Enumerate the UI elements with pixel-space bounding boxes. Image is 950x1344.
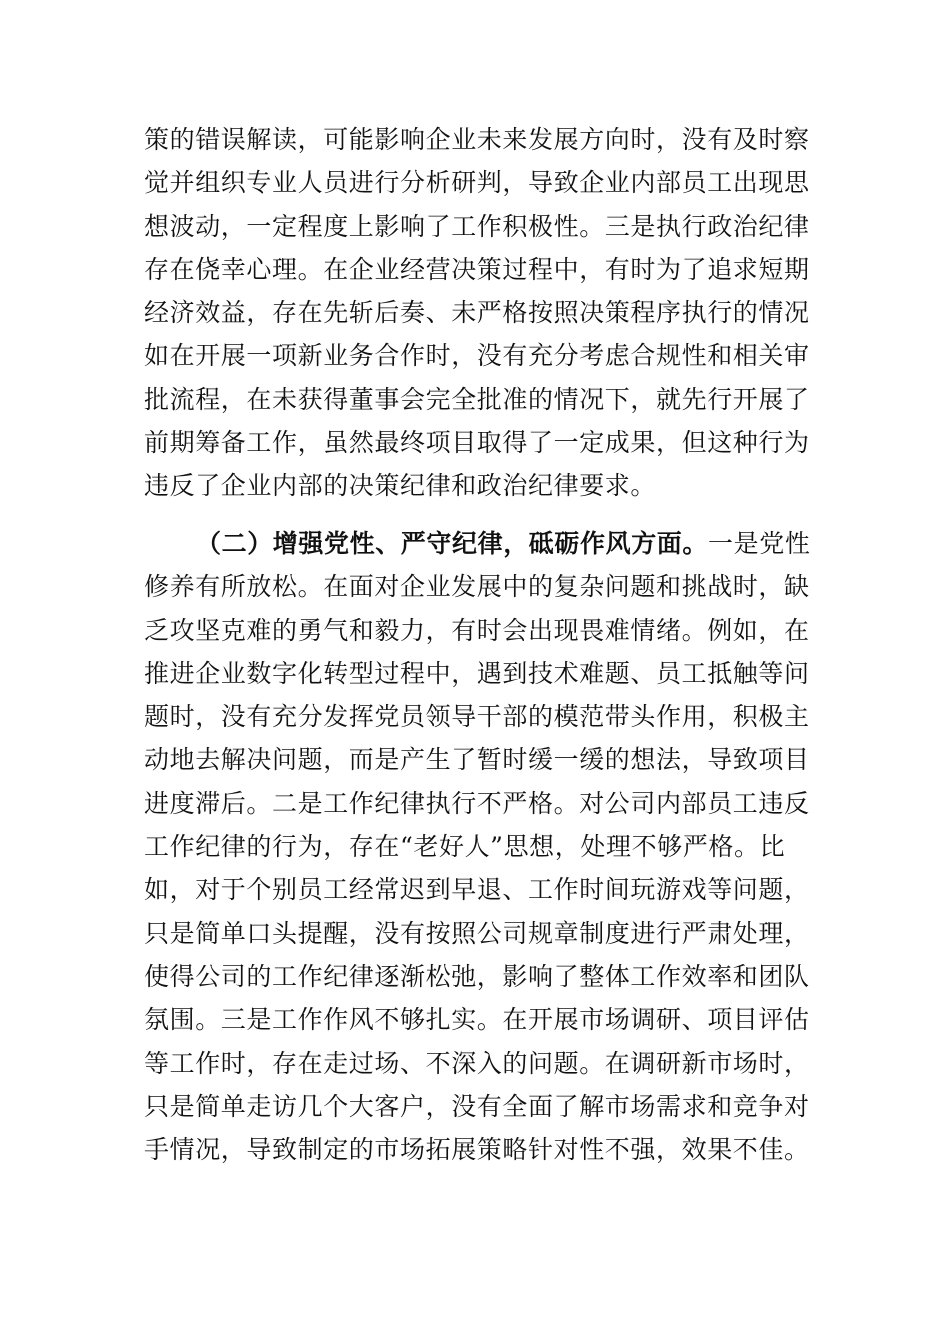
text-line: 想波动，一定程度上影响了工作积极性。三是执行政治纪律	[144, 211, 810, 241]
text-line: 觉并组织专业人员进行分析研判，导致企业内部员工出现思	[144, 168, 810, 198]
text-line: 工作纪律的行为，存在“老好人”思想，处理不够严格。比	[144, 832, 786, 862]
section-heading: （二）增强党性、严守纪律，砥砺作风方面。	[196, 529, 709, 558]
text-line: 乏攻坚克难的勇气和毅力，有时会出现畏难情绪。例如，在	[144, 615, 810, 645]
text-line: 违反了企业内部的决策纪律和政治纪律要求。	[144, 471, 657, 501]
text-line: 如，对于个别员工经常迟到早退、工作时间玩游戏等问题，	[144, 875, 810, 905]
text-line: 如在开展一项新业务合作时，没有充分考虑合规性和相关审	[144, 341, 810, 371]
text-line: 动地去解决问题，而是产生了暂时缓一缓的想法，导致项目	[144, 745, 810, 775]
text-line: 策的错误解读，可能影响企业未来发展方向时，没有及时察	[144, 125, 810, 154]
text-line: 前期筹备工作，虽然最终项目取得了一定成果，但这种行为	[144, 428, 810, 458]
text-line: 存在侥幸心理。在企业经营决策过程中，有时为了追求短期	[144, 254, 810, 284]
text-line: 手情况，导致制定的市场拓展策略针对性不强，效果不佳。	[144, 1135, 810, 1165]
text-line: 推进企业数字化转型过程中，遇到技术难题、员工抵触等问	[144, 658, 810, 688]
text-line: 批流程，在未获得董事会完全批准的情况下，就先行开展了	[144, 384, 810, 414]
text-line: 氛围。三是工作作风不够扎实。在开展市场调研、项目评估	[144, 1005, 810, 1035]
text-line: 进度滞后。二是工作纪律执行不严格。对公司内部员工违反	[144, 788, 810, 818]
paragraph-continuation	[144, 118, 809, 508]
text-line: 题时，没有充分发挥党员领导干部的模范带头作用，积极主	[144, 702, 810, 732]
section-first-line	[144, 522, 809, 565]
text-line: 只是简单口头提醒，没有按照公司规章制度进行严肃处理，	[144, 918, 810, 948]
text-line: 只是简单走访几个大客户，没有全面了解市场需求和竞争对	[144, 1091, 810, 1121]
text-line: 等工作时，存在走过场、不深入的问题。在调研新市场时，	[144, 1048, 810, 1078]
text-line: 使得公司的工作纪律逐渐松弛，影响了整体工作效率和团队	[144, 961, 810, 991]
text-line: 修养有所放松。在面对企业发展中的复杂问题和挑战时，缺	[144, 572, 810, 602]
text-line: 经济效益，存在先斩后奏、未严格按照决策程序执行的情况	[144, 298, 810, 328]
section-first-line-text: 一是党性	[708, 529, 811, 558]
section-paragraph	[144, 522, 809, 1171]
